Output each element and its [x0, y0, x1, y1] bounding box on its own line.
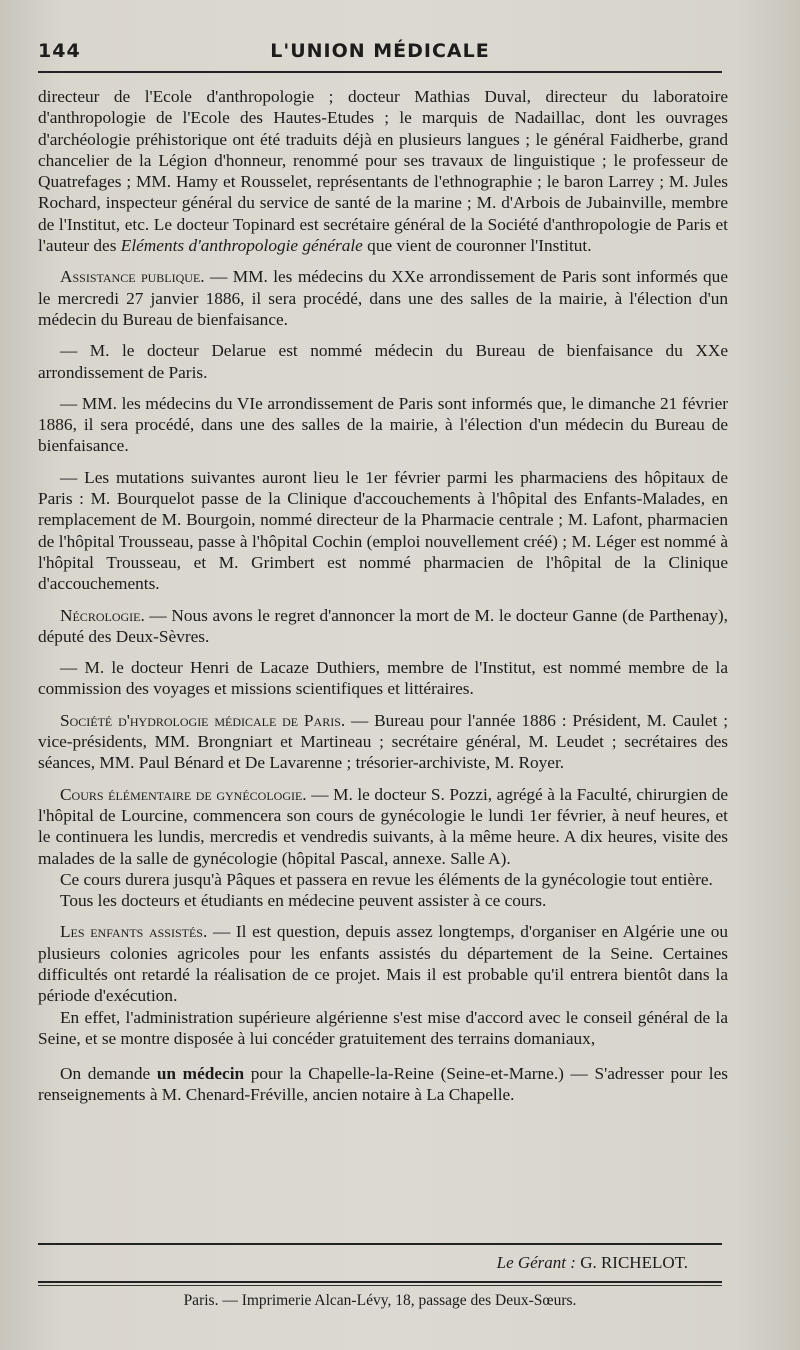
paragraph-necrology: Nécrologie. — Nous avons le regret d'annoncer la mort de M. le docteur Ganne (de Parthenay), député des Deux-Sèvres.: [38, 605, 728, 646]
manager-signature: Le Gérant : G. RICHELOT.: [496, 1253, 688, 1272]
paragraph-pharmacists: — Les mutations suivantes auront lieu le 1er février parmi les pharmaciens des hôpitaux de Paris : M. Bourquelot passe de la Clinique d'accouchements à l'hôpital des Enfants-Malades, en remplacement de M. Bourgoin, nommé directeur de la Pharmacie centrale ; M. Lafont, pharmacien de l'hôpital Trousseau, passe à l'hôpital Cochin (emploi nouvellement créé) ; M. Léger est nommé à l'hôpital Trousseau, et M. Grimbert est nommé pharmacien de l'hôpital de la Clinique d'accouchements.: [38, 467, 728, 594]
footer-rule: [38, 1243, 722, 1245]
imprint-rule-thin: [38, 1285, 722, 1286]
imprint-rule-thick: [38, 1281, 722, 1283]
section-head-necrology: Nécrologie.: [60, 605, 145, 625]
paragraph-algeria: En effet, l'administration supérieure algérienne s'est mise d'accord avec le conseil général de la Seine, et se montre disposée à lui concéder gratuitement des terrains domaniaux,: [38, 1007, 728, 1048]
book-title: Eléments d'anthropologie générale: [120, 236, 363, 256]
paragraph-assistance: Assistance publique. — MM. les médecins du XXe arrondissement de Paris sont informés que le mercredi 27 janvier 1886, il sera procédé, dans une des salles de la mairie, à l'élection d'un médecin du Bureau de bienfaisance.: [38, 267, 728, 329]
paragraph-job-notice: On demande un médecin pour la Chapelle-la-Reine (Seine-et-Marne.) — S'adresser pour les renseignements à M. Chenard-Fréville, ancien notaire à La Chapelle.: [38, 1064, 729, 1105]
paragraph-gynecology: Cours élémentaire de gynécologie. — M. le docteur S. Pozzi, agrégé à la Faculté, chirurgien de l'hôpital de Lourcine, commencera son cours de gynécologie le lundi 1er février, à neuf heures, et le continuera les lundis, mercredis et vendredis suivants, à la même heure. A dix heures, visite des malades de la salle de gynécologie (hôpital Pascal, annexe. Salle A).: [38, 784, 728, 868]
paragraph-hydrology: Société d'hydrologie médicale de Paris. — Bureau pour l'année 1886 : Président, M. Caulet ; vice-présidents, MM. Brongniart et Martineau ; secrétaire général, M. Leudet ; secrétaires des séances, MM. Paul Bénard et De Lavarenne ; trésorier-archiviste, M. Royer.: [38, 710, 728, 773]
paragraph-anthropology: directeur de l'Ecole d'anthropologie ; docteur Mathias Duval, directeur du laboratoire d'anthropologie de l'Ecole des Hautes-Etudes ; le marquis de Nadaillac, dont les ouvrages d'archéologie préhistorique ont été traduits déjà en plusieurs langues ; le général Faidherbe, grand chancelier de la Légion d'honneur, renommé pour ses travaux de linguistique ; le professeur de Quatrefages ; MM. Hamy et Rousselet, représentants de l'ethnographie ; le baron Larrey ; M. Jules Rochard, inspecteur général du service de santé de la marine ; M. d'Arbois de Jubainville, membre de l'Institut, etc. Le docteur Topinard est secrétaire général de la Société d'anthropologie de Paris et l'auteur des Eléments d'anthropologie générale que vient de couronner l'Institut.: [38, 87, 728, 256]
paragraph-course-audience: Tous les docteurs et étudiants en médecine peuvent assister à ce cours.: [60, 891, 547, 911]
job-title: un médecin: [156, 1064, 245, 1084]
paragraph-lacaze-duthiers: — M. le docteur Henri de Lacaze Duthiers, membre de l'Institut, est nommé membre de la commission des voyages et missions scientifiques et littéraires.: [38, 658, 728, 699]
header-rule: [38, 71, 722, 73]
section-head-hydrology: Société d'hydrologie médicale de Paris.: [60, 710, 346, 730]
page-header: [38, 40, 722, 68]
paragraph-course-duration: Ce cours durera jusqu'à Pâques et passera en revue les éléments de la gynécologie tout entière.: [60, 869, 713, 889]
running-head: L'UNION MÉDICALE: [270, 40, 490, 62]
section-head-assistance: Assistance publique.: [60, 267, 205, 287]
article-body: [38, 86, 728, 1116]
printer-imprint: Paris. — Imprimerie Alcan-Lévy, 18, passage des Deux-Sœurs.: [183, 1292, 577, 1309]
paragraph-enfants-assistes: Les enfants assistés. — Il est question, depuis assez longtemps, d'organiser en Algérie une ou plusieurs colonies agricoles pour les enfants assistés du département de la Seine. Certaines difficultés ont retardé la réalisation de ce projet. Mais il est probable qu'il entrera bientôt dans la période d'exécution.: [38, 922, 729, 1006]
page-number: 144: [38, 40, 81, 62]
paragraph-sixth-arrondissement: — MM. les médecins du VIe arrondissement de Paris sont informés que, le dimanche 21 février 1886, il sera procédé, dans une des salles de la mairie, à l'élection d'un médecin du Bureau de bienfaisance.: [38, 393, 728, 456]
paragraph-delarue: — M. le docteur Delarue est nommé médecin du Bureau de bienfaisance du XXe arrondissement de Paris.: [38, 341, 728, 382]
section-head-enfants: Les enfants assistés.: [60, 922, 208, 942]
section-head-gynecology: Cours élémentaire de gynécologie.: [60, 784, 307, 804]
